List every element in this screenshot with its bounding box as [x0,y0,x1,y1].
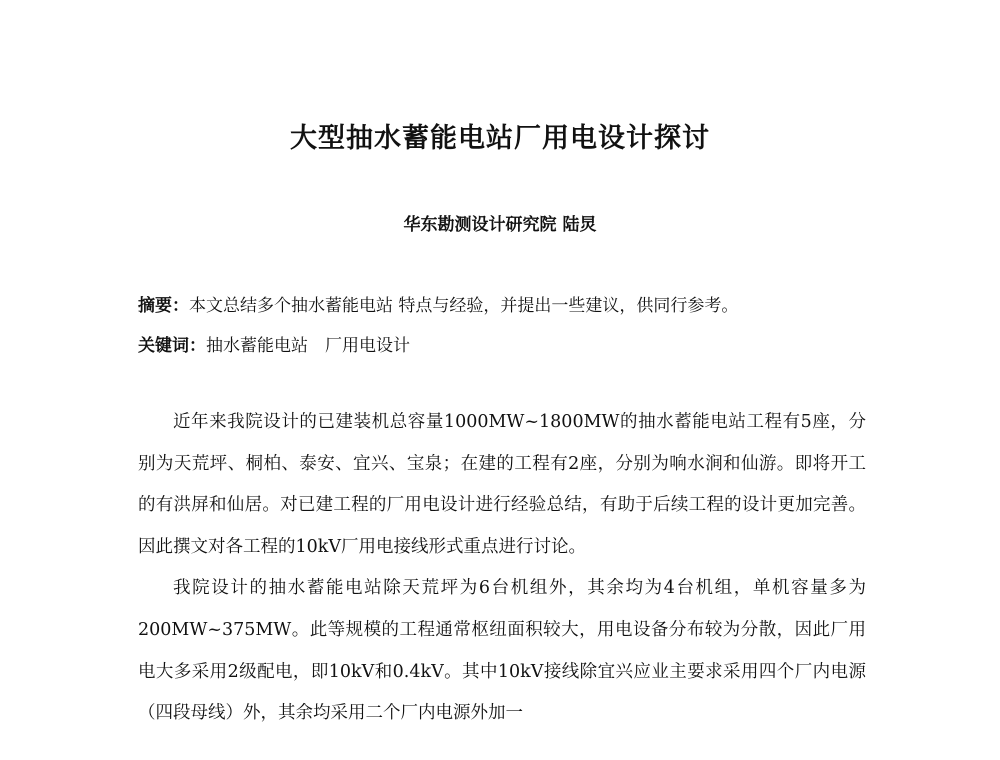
author-line: 华东勘测设计研究院 陆炅 [403,215,597,235]
abstract-text: 本文总结多个抽水蓄能电站 特点与经验，并提出一些建议，供同行参考。 [189,296,739,316]
abstract-label: 摘要： [138,296,189,316]
keywords-label: 关键词： [138,336,206,356]
body-text [138,402,866,735]
abstract [138,291,878,316]
body-paragraph: 我院设计的抽水蓄能电站除天荒坪为6台机组外，其余均为4台机组，单机容量多为200MW~375MW。此等规模的工程通常枢纽面积较大，用电设备分布较为分散，因此厂用电大多采用2级配电，即10kV和0.4kV。其中10kV接线除宜兴应业主要求采用四个厂内电源（四段母线）外，其余均采用二个厂内电源外加一 [138,578,866,724]
keywords [138,331,878,356]
body-paragraph: 近年来我院设计的已建装机总容量1000MW~1800MW的抽水蓄能电站工程有5座，分别为天荒坪、桐柏、泰安、宜兴、宝泉；在建的工程有2座，分别为响水涧和仙游。即将开工的有洪屏和仙居。对已建工程的厂用电设计进行经验总结，有助于后续工程的设计更加完善。因此撰文对各工程的10kV厂用电接线形式重点进行讨论。 [138,412,866,557]
keywords-text: 抽水蓄能电站 厂用电设计 [206,336,410,356]
paper-title: 大型抽水蓄能电站厂用电设计探讨 [290,123,710,154]
